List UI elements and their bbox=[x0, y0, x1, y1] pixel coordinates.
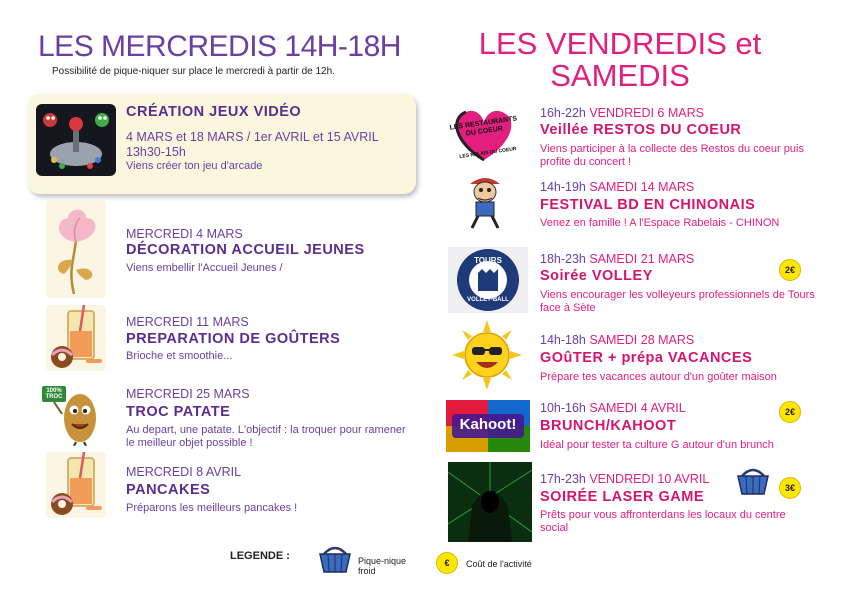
fri-event-title-1: Veillée RESTOS DU COEUR bbox=[540, 122, 742, 138]
fri-event-time-2: 14h-19h bbox=[540, 180, 586, 194]
legend-cost-text: Coût de l'activité bbox=[466, 559, 532, 569]
fri-event-time-4: 14h-18h bbox=[540, 333, 586, 347]
kahoot-logo bbox=[446, 400, 530, 452]
event-title-1: DÉCORATION ACCUEIL JEUNES bbox=[126, 242, 365, 258]
fri-event-date-1 bbox=[540, 106, 704, 120]
fri-event-date-4 bbox=[540, 333, 694, 347]
fri-event-date-2 bbox=[540, 180, 694, 194]
pancake-smoothie-illustration bbox=[46, 452, 106, 518]
fri-event-title-2: FESTIVAL BD EN CHINONAIS bbox=[540, 197, 756, 213]
arcade-joystick-icon bbox=[36, 104, 116, 176]
featured-event-time: 13h30-15h bbox=[126, 145, 186, 159]
fri-event-date-3 bbox=[540, 252, 694, 266]
event-desc-1: Viens embellir l'Accueil Jeunes / bbox=[126, 262, 283, 274]
price-coin-volley: 2€ bbox=[779, 259, 801, 281]
fri-event-title-3: Soirée VOLLEY bbox=[540, 268, 653, 284]
flower-illustration bbox=[46, 200, 106, 298]
fri-event-date-6 bbox=[540, 472, 709, 486]
fri-event-desc-1: Viens participer à la collecte des Restos du coeur puis profite du concert ! bbox=[540, 143, 804, 168]
event-title-2: PREPARATION DE GOÛTERS bbox=[126, 331, 341, 347]
legend-coin-icon: € bbox=[436, 552, 458, 574]
picnic-basket-icon bbox=[318, 544, 352, 574]
left-title: LES MERCREDIS 14H-18H bbox=[38, 30, 401, 63]
price-coin-laser: 3€ bbox=[779, 477, 801, 499]
bd-cartoon-character-illustration bbox=[460, 172, 510, 230]
left-subtitle: Possibilité de pique-niquer sur place le mercredi à partir de 12h. bbox=[52, 66, 335, 77]
fri-event-day-2: SAMEDI 14 MARS bbox=[585, 180, 695, 194]
event-desc-2: Brioche et smoothie... bbox=[126, 350, 233, 362]
featured-event-desc: Viens créer ton jeu d'arcade bbox=[126, 160, 263, 172]
event-date-1: MERCREDI 4 MARS bbox=[126, 227, 243, 241]
legend-label: LEGENDE : bbox=[230, 550, 290, 562]
fri-event-title-4: GOûTER + prépa VACANCES bbox=[540, 350, 753, 366]
troc-sign-text: 100% TROC bbox=[45, 388, 63, 400]
fri-event-desc-4: Prépare tes vacances autour d'un goûter maison bbox=[540, 371, 777, 383]
event-title-3: TROC PATATE bbox=[126, 404, 231, 420]
fri-event-desc-6: Prêts pour vous affronterdans les locaux du centre social bbox=[540, 509, 786, 534]
fri-event-desc-2: Venez en famille ! A l'Espace Rabelais - CHINON bbox=[540, 217, 780, 229]
fri-event-day-3: SAMEDI 21 MARS bbox=[585, 252, 695, 266]
price-coin-kahoot: 2€ bbox=[779, 401, 801, 423]
sun-sunglasses-illustration bbox=[452, 320, 522, 390]
fri-event-day-4: SAMEDI 28 MARS bbox=[585, 333, 695, 347]
fri-event-date-5 bbox=[540, 401, 686, 415]
volley-logo-top-text: TOURS bbox=[474, 256, 502, 265]
fri-event-day-5: SAMEDI 4 AVRIL bbox=[585, 401, 686, 415]
fri-event-day-1: VENDREDI 6 MARS bbox=[585, 106, 704, 120]
featured-event-dates: 4 MARS et 18 MARS / 1er AVRIL et 15 AVRIL bbox=[126, 130, 379, 144]
fri-event-time-3: 18h-23h bbox=[540, 252, 586, 266]
fri-event-desc-3: Viens encourager les volleyeurs professionnels de Tours face à Sète bbox=[540, 289, 815, 314]
volley-logo-bottom-text: VOLLEY-BALL bbox=[467, 297, 509, 303]
laser-game-hooded-figure-illustration bbox=[448, 462, 532, 542]
fri-event-time-5: 10h-16h bbox=[540, 401, 586, 415]
restos-logo-text: LES RESTAURANTS DU COEUR bbox=[449, 115, 518, 138]
tours-volley-logo bbox=[448, 247, 528, 313]
smoothie-illustration bbox=[46, 305, 106, 371]
fri-event-day-6: VENDREDI 10 AVRIL bbox=[585, 472, 710, 486]
fri-event-title-5: BRUNCH/KAHOOT bbox=[540, 418, 677, 434]
potato-mascot-illustration bbox=[40, 384, 106, 446]
legend-picnic-text: Pique-nique froid bbox=[358, 556, 407, 576]
event-desc-3: Au depart, une patate. L'objectif : la troquer pour ramener le meilleur objet possible ! bbox=[126, 424, 406, 449]
right-title: LES VENDREDIS et SAMEDIS bbox=[478, 26, 762, 93]
fri-event-title-6: SOIRÉE LASER GAME bbox=[540, 489, 704, 505]
picnic-basket-icon-laser bbox=[736, 466, 770, 496]
event-date-3: MERCREDI 25 MARS bbox=[126, 387, 250, 401]
kahoot-logo-text: Kahoot! bbox=[459, 416, 517, 433]
event-date-4: MERCREDI 8 AVRIL bbox=[126, 465, 242, 479]
fri-event-desc-5: Idéal pour tester ta culture G autour d'un brunch bbox=[540, 439, 774, 451]
fri-event-time-1: 16h-22h bbox=[540, 106, 586, 120]
restos-logo-subtext: LES RELAIS DU COEUR bbox=[459, 146, 517, 160]
event-date-2: MERCREDI 11 MARS bbox=[126, 315, 249, 329]
fri-event-time-6: 17h-23h bbox=[540, 472, 586, 486]
featured-event-title: CRÉATION JEUX VIDÉO bbox=[126, 104, 302, 120]
event-desc-4: Préparons les meilleurs pancakes ! bbox=[126, 502, 298, 514]
restos-du-coeur-logo bbox=[448, 104, 520, 164]
event-title-4: PANCAKES bbox=[126, 482, 211, 498]
